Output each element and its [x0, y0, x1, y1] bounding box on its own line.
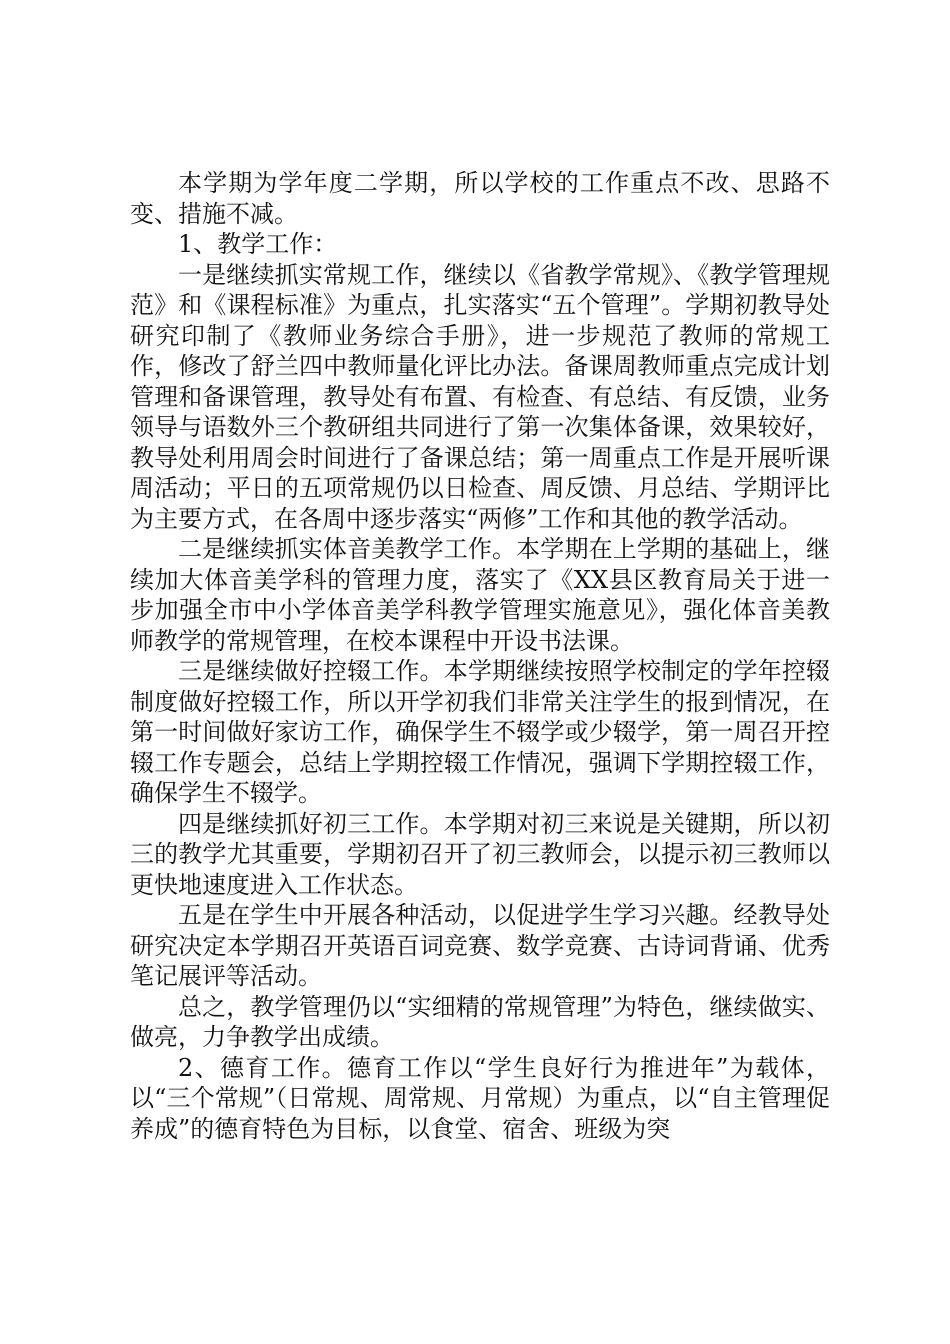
document-body: [130, 168, 830, 1144]
paragraph-routine-work: 一是继续抓实常规工作，继续以《省教学常规》、《教学管理规范》和《课程标准》为重点，扎实落实“五个管理”。学期初教导处研究印制了《教师业务综合手册》，进一步规范了教师的常规工作，修改了舒兰四中教师量化评比办法。备课周教师重点完成计划管理和备课管理，教导处有布置、有检查、有总结、有反馈，业务领导与语数外三个教研组共同进行了第一次集体备课，效果较好，教导处利用周会时间进行了备课总结；第一周重点工作是开展听课周活动；平日的五项常规仍以日检查、周反馈、月总结、学期评比为主要方式，在各周中逐步落实“两修”工作和其他的教学活动。: [130, 260, 830, 533]
paragraph-pe-music-art: 二是继续抓实体音美教学工作。本学期在上学期的基础上，继续加大体音美学科的管理力度，落实了《XX县区教育局关于进一步加强全市中小学体音美学科教学管理实施意见》，强化体音美教师教学的常规管理，在校本课程中开设书法课。: [130, 535, 830, 655]
paragraph-grade-nine: 四是继续抓好初三工作。本学期对初三来说是关键期，所以初三的教学尤其重要，学期初召开了初三教师会，以提示初三教师以更快地速度进入工作状态。: [130, 809, 830, 899]
paragraph-dropout-control: 三是继续做好控辍工作。本学期继续按照学校制定的学年控辍制度做好控辍工作，所以开学初我们非常关注学生的报到情况，在第一时间做好家访工作，确保学生不辍学或少辍学，第一周召开控辍工作专题会，总结上学期控辍工作情况，强调下学期控辍工作，确保学生不辍学。: [130, 657, 830, 807]
paragraph-moral-education: 2、德育工作。德育工作以“学生良好行为推进年”为载体，以“三个常规”（日常规、周常规、月常规）为重点，以“自主管理促养成”的德育特色为目标，以食堂、宿舍、班级为突: [130, 1053, 830, 1143]
paragraph-summary: 总之，教学管理仍以“实细精的常规管理”为特色，继续做实、做亮，力争教学出成绩。: [130, 992, 830, 1051]
section-heading-teaching: 1、教学工作：: [178, 230, 338, 258]
paragraph-intro: 本学期为学年度二学期，所以学校的工作重点不改、思路不变、措施不减。: [130, 169, 830, 228]
paragraph-student-activities: 五是在学生中开展各种活动，以促进学生学习兴趣。经教导处研究决定本学期召开英语百词竞赛、数学竞赛、古诗词背诵、优秀笔记展评等活动。: [130, 901, 830, 990]
